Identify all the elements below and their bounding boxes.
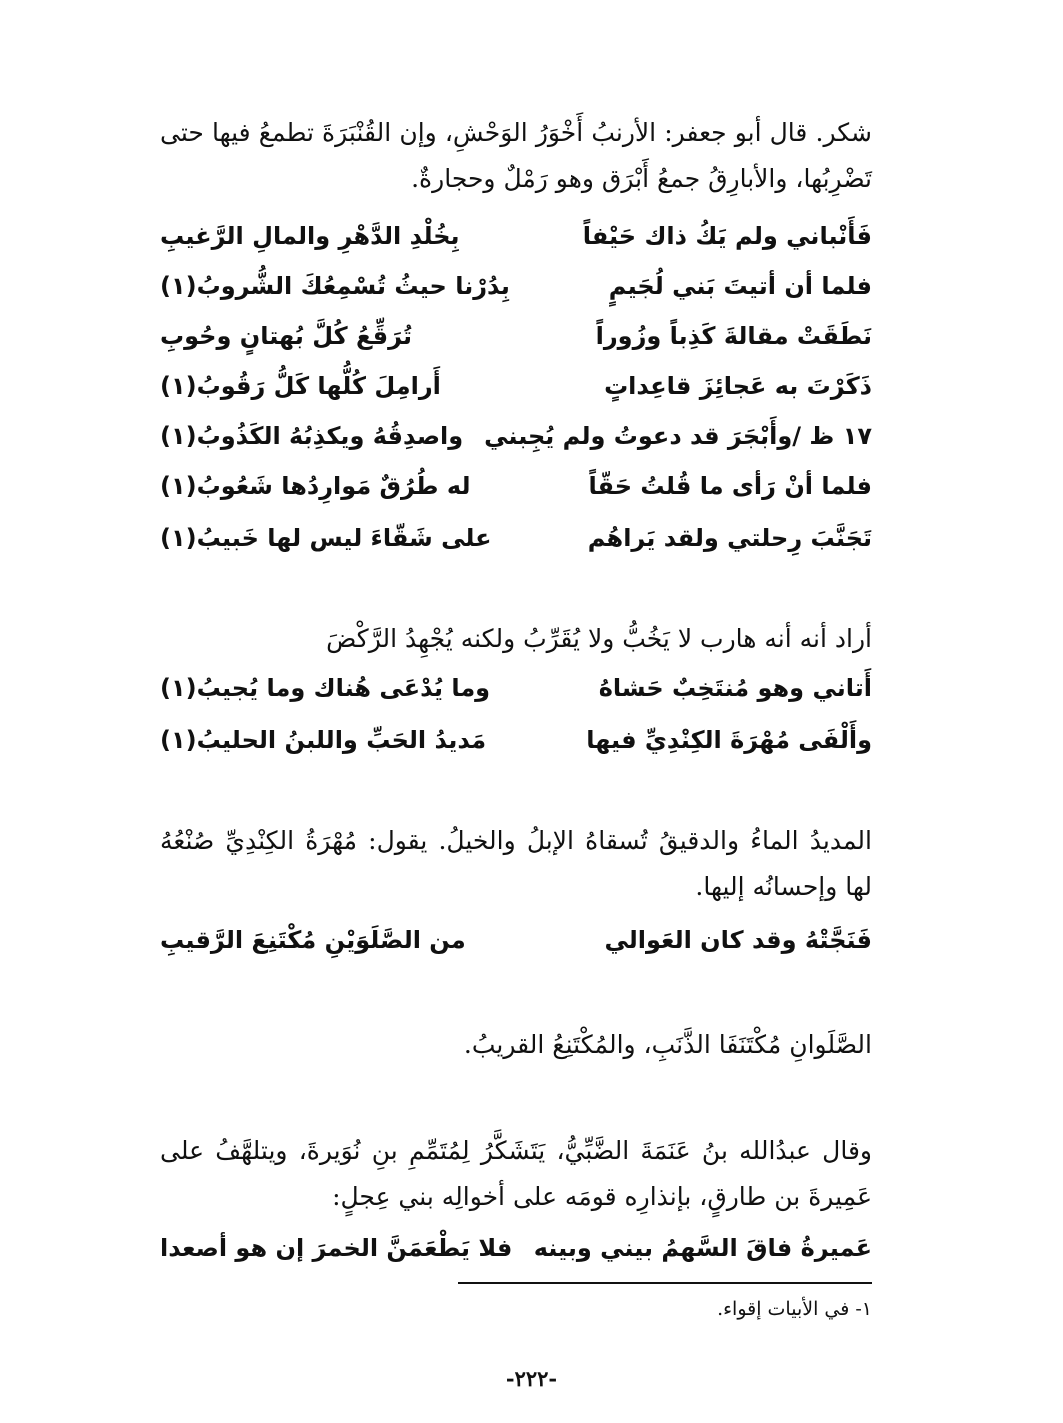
verse-hemistich-second: وما يُدْعَى هُناك وما يُجيبُ(١) bbox=[160, 674, 491, 702]
verse-hemistich-second: تُرَقِّعُ كُلَّ بُهتانٍ وحُوبِ bbox=[160, 322, 413, 350]
verse-line-5 bbox=[160, 414, 872, 464]
verse-hemistich-first: أَتاني وهو مُنتَخِبٌ حَشاهُ bbox=[598, 674, 872, 702]
verse-line-8 bbox=[160, 666, 872, 716]
verse-hemistich-first: عَميرةُ فاقَ السَّهمُ بيني وبينه bbox=[533, 1234, 872, 1262]
verse-hemistich-first: فَأَنْباني ولم يَكُ ذاك حَيْفاً bbox=[582, 222, 872, 250]
footnote-separator bbox=[458, 1282, 872, 1284]
verse-hemistich-second: له طُرُقٌ مَوارِدُها شَعُوبُ(١) bbox=[160, 472, 471, 500]
prose-paragraph-3: المديدُ الماءُ والدقيقُ تُسقاهُ الإبلُ والخيلُ. يقول: مُهْرَةُ الكِنْدِيِّ صُنْعُهُ لها وإحسانُه إليها. bbox=[160, 826, 872, 901]
verse-line-3 bbox=[160, 314, 872, 364]
verse-hemistich-second: أَرامِلَ كُلُّها كَلُّ رَقُوبُ(١) bbox=[160, 372, 441, 400]
verse-hemistich-second: بِخُلْدِ الدَّهْرِ والمالِ الرَّغيبِ bbox=[160, 222, 460, 250]
prose-paragraph-5: وقال عبدُالله بنُ عَنَمَةَ الضَّبِّيُّ، يَتَشَكَّرُ لِمُتَمِّمِ بنِ نُوَيرةَ، ويتلهَّفُ على عَمِيرةَ بن طارقٍ، بإنذارِه قومَه على أخوالِه بني عِجلٍ: bbox=[160, 1136, 872, 1211]
verse-hemistich-first: فلما أن أتيتَ بَني لُجَيمٍ bbox=[608, 272, 872, 300]
verse-hemistich-second: مَديدُ الحَبِّ واللبنُ الحليبُ(١) bbox=[160, 726, 487, 754]
prose-paragraph-2: أراد أنه أنه هارب لا يَخُبُّ ولا يُقَرِّبُ ولكنه يُجْهِدُ الرَّكْضَ bbox=[326, 624, 872, 653]
verse-hemistich-second: فلا يَطْعَمَنَّ الخمرَ إن هو أصعدا bbox=[160, 1234, 513, 1262]
prose-paragraph-1: شكر. قال أبو جعفر: الأرنبُ أَخْوَرُ الوَحْشِ، وإن القُنْبَرَةَ تطمعُ فيها حتى تَضْرِبُها، والأبارِقُ جمعُ أَبْرَق وهو رَمْلٌ وحجارةٌ. bbox=[160, 118, 872, 193]
verse-hemistich-second: على شَقّاءَ ليس لها خَبيبُ(١) bbox=[160, 524, 492, 552]
verse-line-7 bbox=[160, 516, 872, 566]
page-number: -٢٢٢- bbox=[505, 1366, 558, 1391]
verse-hemistich-first: ١٧ ظ /وأَبْجَرَ قد دعوتُ ولم يُجِبني bbox=[484, 422, 872, 450]
verse-line-9 bbox=[160, 718, 872, 768]
prose-paragraph-4: الصَّلَوانِ مُكْتَنَفَا الذَّنَبِ، والمُكْتَنِعُ القريبُ. bbox=[463, 1030, 872, 1059]
verse-line-2 bbox=[160, 264, 872, 314]
verse-hemistich-first: فلما أنْ رَأى ما قُلتُ حَقّاً bbox=[588, 472, 872, 500]
verse-hemistich-first: ذَكَرْتَ به عَجائِزَ قاعِداتٍ bbox=[604, 372, 872, 400]
verse-hemistich-second: واصدِقُهُ ويكذِبُهُ الكَذُوبُ(١) bbox=[160, 422, 464, 450]
verse-line-4 bbox=[160, 364, 872, 414]
verse-line-11 bbox=[160, 1226, 872, 1276]
verse-hemistich-first: وأَلْفَى مُهْرَةَ الكِنْدِيِّ فيها bbox=[586, 726, 872, 754]
footnote: ١- في الأبيات إقواء. bbox=[717, 1298, 872, 1320]
verse-hemistich-second: من الصَّلَوَيْنِ مُكْتَنِعَ الرَّقيبِ bbox=[160, 926, 466, 954]
verse-hemistich-first: فَنَجَّتْهُ وقد كان العَوالي bbox=[604, 926, 872, 954]
verse-hemistich-second: بِدُرْنا حيثُ تُسْمِعُكَ الشُّروبُ(١) bbox=[160, 272, 510, 300]
verse-line-10 bbox=[160, 918, 872, 968]
verse-line-6 bbox=[160, 464, 872, 514]
verse-hemistich-first: نَطَقَتْ مقالةَ كَذِباً وزُوراً bbox=[595, 322, 872, 350]
verse-line-1 bbox=[160, 214, 872, 264]
verse-hemistich-first: تَجَنَّبَ رِحلتي ولقد يَراهُم bbox=[587, 524, 872, 552]
